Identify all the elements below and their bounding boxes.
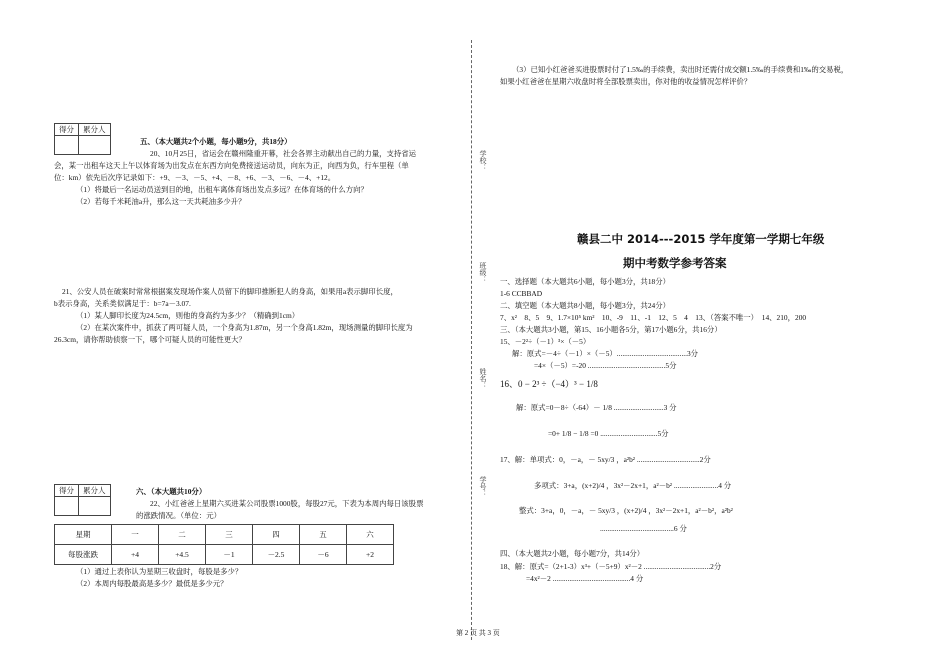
ans-q15: 15、－2²÷（－1）³×（－5）: [500, 337, 591, 346]
ans-s4: 四、（本大题共2小题，每小题7分，共14分）: [500, 549, 645, 558]
student-id-label: 学号：: [479, 476, 487, 497]
ans-q18a: =4x²－2 ..........................................4 分: [526, 574, 644, 583]
page-footer: 第 2 页 共 3 页: [456, 629, 500, 637]
q21-line1: 21、公安人员在破案时常常根据案发现场作案人员留下的脚印推断犯人的身高，如果用a表示脚印长度，: [62, 287, 398, 296]
ans-q18: 18、解：原式=（2+1-3）x³+（－5+9）x²－2 ....................................2分: [500, 562, 722, 571]
q21-sub2-cont: 26.3cm，请你帮助侦察一下，哪个可疑人员的可能性更大？: [54, 335, 246, 344]
q22-line1: 22、小红爸爸上星期六买进某公司股票1000股，每股27元，下表为本周内每日该股票: [150, 499, 424, 508]
score-box-5: 得分 累分人: [54, 123, 111, 155]
stock-table-row: 每股涨跌 +4 +4.5 －1 －2.5 －6 +2: [55, 545, 394, 565]
q22-sub1: （1）通过上表你认为星期三收盘时，每股是多少？: [76, 567, 243, 576]
q22-sub3-line1: （3）已知小红爸爸买进股票时付了1.5‰的手续费，卖出时还需付成交额1.5‰的手续费和1‰的交易税，: [512, 65, 849, 74]
ans-q17: 17、解：单项式：0，－a，－ 5xy/3 ，a²b² ..................................2分: [500, 455, 711, 464]
q21-sub2: （2）在某次案件中，抓获了两可疑人员，一个身高为1.87m，另一个身高1.82m，现场测量的脚印长度为: [76, 323, 413, 332]
q21-sub1: （1）某人脚印长度为24.5cm，则他的身高约为多少？（精确到1cm）: [76, 311, 300, 320]
ans-q16a: 解：原式=0－8÷（-64）－ 1/8 ...........................3 分: [516, 403, 677, 412]
class-label: 班级：: [479, 262, 487, 283]
ans-q16: 16、0 − 2³ ÷（−4）³ − 1/8: [500, 379, 598, 389]
ans-q17b: 多项式：3+a，(x+2)/4 ，3x²－2x+1，a²－b² ........................4 分: [534, 481, 732, 490]
answer-title-1: 赣县二中 2014---2015 学年度第一学期七年级: [577, 232, 825, 246]
section5-title: 五、（本大题共2个小题，每小题9分，共18分）: [140, 137, 292, 146]
q20-line1: 20、10月25日，省运会在赣州隆重开幕，社会各界主动献出自己的力量，支持省运: [150, 149, 417, 158]
name-label: 姓名：: [479, 368, 487, 389]
section6-title: 六、（本大题共10分）: [136, 487, 207, 496]
ans-q16b: =0+ 1/8 − 1/8 =0 ...............................5分: [548, 429, 669, 438]
score-box-6: 得分 累分人: [54, 484, 111, 516]
q22-line2: 的涨跌情况。（单位：元）: [136, 511, 221, 520]
ans-s2a: 7、x² 8、5 9、1.7×10⁵ km² 10、-9 11、-1 12、5 4 13、（答案不唯一） 14、210，200: [500, 313, 807, 322]
stock-table-header: 星期 一 二 三 四 五 六: [55, 525, 394, 545]
ans-q15b: =4×（－5）=-20 ..........................................5分: [534, 361, 677, 370]
ans-s1: 一、选择题（本大题共6小题，每小题3分，共18分）: [500, 277, 670, 286]
q20-sub2: （2）若每千米耗油a升，那么这一天共耗油多少升？: [76, 197, 246, 206]
q20-sub1: （1）将最后一名运动员送到目的地，出租车离体育场出发点多远？在体育场的什么方向？: [76, 185, 368, 194]
ans-q17d: ........................................6 分: [600, 524, 687, 533]
ans-q15a: 解：原式=－4÷（－1）×（－5）......................................3分: [512, 349, 699, 358]
q20-line2: 会，某一出租车这天上午以体育场为出发点在东西方向免费接送运动员，向东为正，向西为负，行车里程（单: [54, 161, 409, 170]
ans-s2: 二、填空题（本大题共8小题，每小题3分，共24分）: [500, 301, 670, 310]
q22-sub2: （2）本周内每股最高是多少？最低是多少元？: [76, 579, 228, 588]
school-label: 学校：: [479, 150, 487, 171]
ans-s1a: 1-6 CCBBAD: [500, 289, 543, 298]
ans-q17c: 整式：3+a，0，－a，－ 5xy/3 ，(x+2)/4 ，3x²－2x+1，a²－b²，a²b²: [519, 506, 733, 515]
ans-s3: 三、（本大题共3小题，第15、16小题各5分，第17小题6分，共16分）: [500, 325, 722, 334]
answer-title-2: 期中考数学参考答案: [623, 256, 727, 270]
binding-line: [471, 40, 472, 640]
stock-table: [54, 524, 394, 565]
q22-sub3-line2: 如果小红爸爸在星期六收盘时将全部股票卖出，你对他的收益情况怎样评价？: [500, 77, 752, 86]
q20-line3: 位：km）依先后次序记录如下：+9、－3、－5、+4、－8、+6、－3、－6、－4、+12。: [54, 173, 336, 182]
q21-line2: b表示身高，关系类似满足于：b=7a－3.07.: [54, 299, 191, 308]
